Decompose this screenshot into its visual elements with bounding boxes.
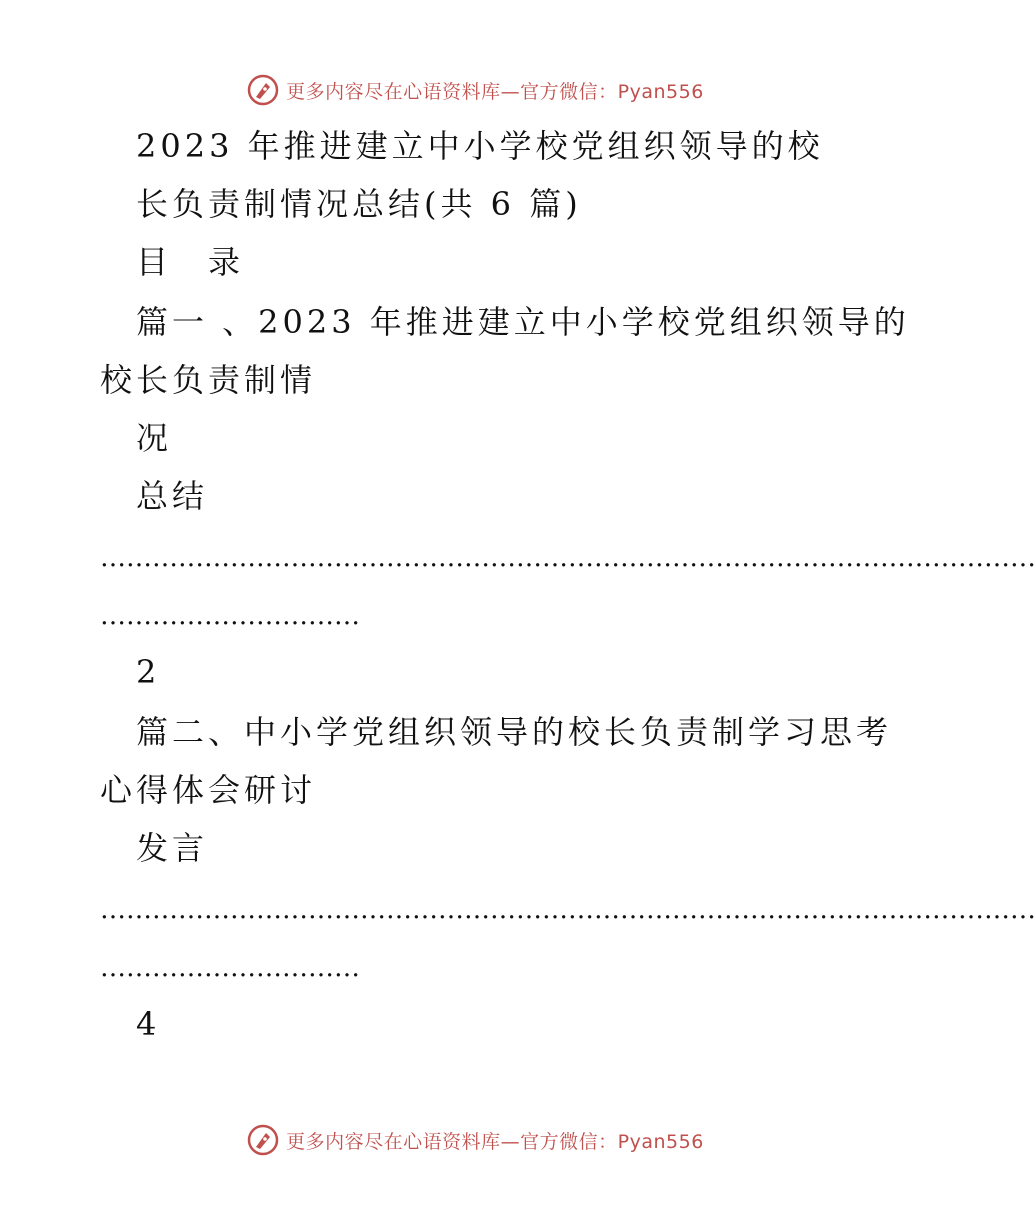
toc-entry-2-leader-line-1: ……………………………………………………………………………………………… bbox=[100, 895, 1036, 925]
toc-entry-1-title-line-2: 校长负责制情 bbox=[100, 361, 317, 399]
toc-entry-1-title-line-4: 总结 bbox=[136, 477, 209, 515]
pen-nib-seal-icon bbox=[246, 73, 280, 107]
toc-entry-1-page-number: 2 bbox=[136, 653, 161, 691]
toc-heading: 目 录 bbox=[136, 243, 245, 281]
toc-entry-2-title-line-3: 发言 bbox=[136, 829, 209, 867]
document-title-line-1: 2023 年推进建立中小学校党组织领导的校 bbox=[136, 127, 824, 165]
toc-entry-1-leader-line-1: ……………………………………………………………………………………………… bbox=[100, 543, 1036, 573]
watermark-text: 更多内容尽在心语资料库—官方微信：Pyan556 bbox=[286, 1130, 704, 1153]
toc-entry-2-title-line-1: 篇二、中小学党组织领导的校长负责制学习思考 bbox=[136, 713, 893, 751]
toc-entry-1-title-line-1: 篇一 、2023 年推进建立中小学校党组织领导的 bbox=[136, 303, 910, 341]
toc-entry-1-leader-line-2: ………………………… bbox=[100, 601, 360, 631]
footer-watermark bbox=[0, 1120, 950, 1160]
watermark-text: 更多内容尽在心语资料库—官方微信：Pyan556 bbox=[286, 80, 704, 103]
pen-nib-seal-icon bbox=[246, 1123, 280, 1157]
document-title-line-2: 长负责制情况总结(共 6 篇) bbox=[136, 185, 582, 223]
toc-entry-2-title-line-2: 心得体会研讨 bbox=[100, 771, 317, 809]
header-watermark bbox=[0, 70, 950, 110]
toc-entry-2-leader-line-2: ………………………… bbox=[100, 953, 360, 983]
toc-entry-1-title-line-3: 况 bbox=[136, 419, 173, 457]
toc-entry-2-page-number: 4 bbox=[136, 1005, 161, 1043]
